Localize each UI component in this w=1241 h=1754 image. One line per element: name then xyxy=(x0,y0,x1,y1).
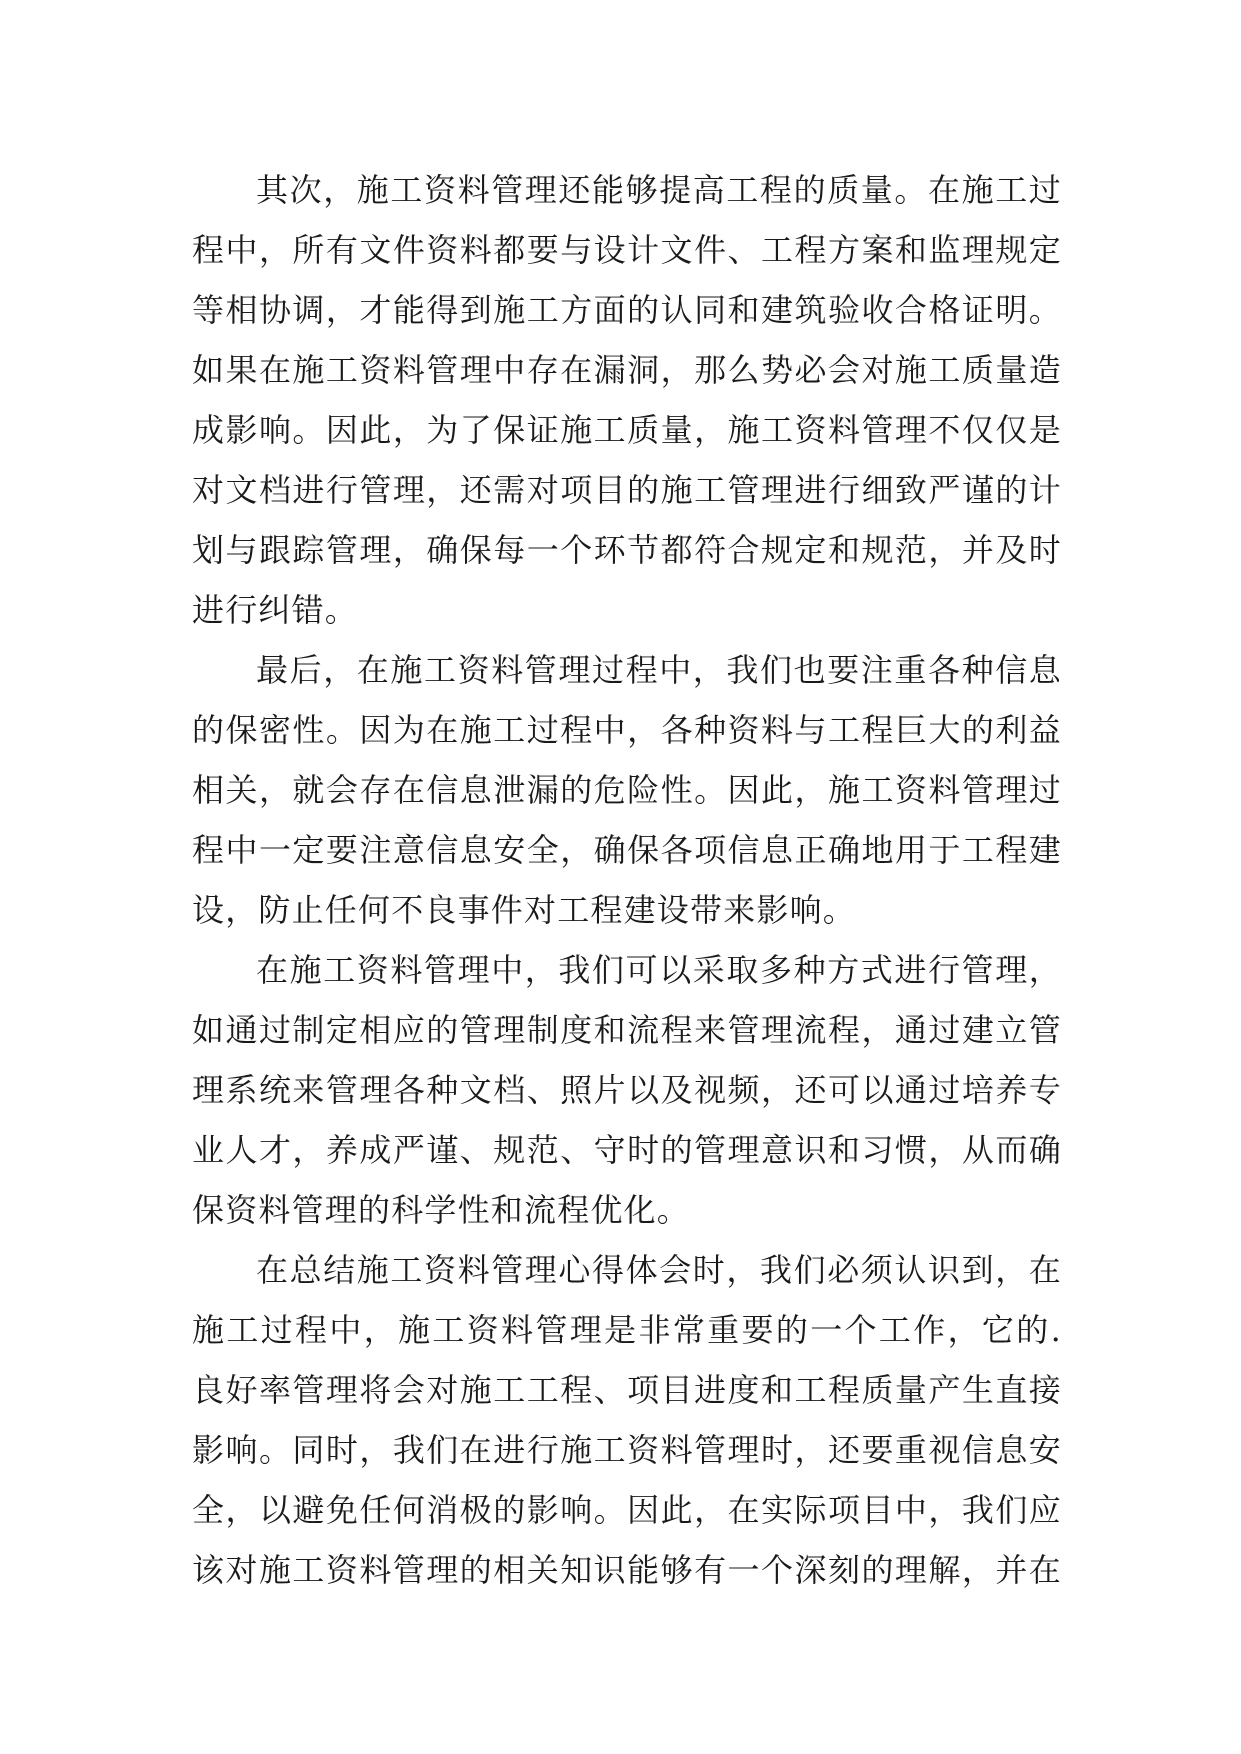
paragraph-1-line-4: 如果在施工资料管理中存在漏洞，那么势必会对施工质量造 xyxy=(192,351,1062,389)
paragraph-3-line-2: 如通过制定相应的管理制度和流程来管理流程，通过建立管 xyxy=(192,1011,1062,1049)
paragraph-4-line-6: 该对施工资料管理的相关知识能够有一个深刻的理解，并在 xyxy=(192,1551,1062,1589)
paragraph-1-line-2: 程中，所有文件资料都要与设计文件、工程方案和监理规定 xyxy=(192,231,1062,269)
paragraph-2-line-1: 最后，在施工资料管理过程中，我们也要注重各种信息 xyxy=(256,651,1062,689)
paragraph-2-line-5: 设，防止任何不良事件对工程建设带来影响。 xyxy=(192,891,857,929)
document-body xyxy=(192,160,1062,1600)
paragraph-3-line-4: 业人才，养成严谨、规范、守时的管理意识和习惯，从而确 xyxy=(192,1131,1062,1169)
paragraph-4-line-1: 在总结施工资料管理心得体会时，我们必须认识到，在 xyxy=(256,1251,1062,1289)
paragraph-1-line-7: 划与跟踪管理，确保每一个环节都符合规定和规范，并及时 xyxy=(192,531,1062,569)
paragraph-3-line-3: 理系统来管理各种文档、照片以及视频，还可以通过培养专 xyxy=(192,1071,1062,1109)
paragraph-1-line-3: 等相协调，才能得到施工方面的认同和建筑验收合格证明。 xyxy=(192,291,1062,329)
paragraph-1-line-5: 成影响。因此，为了保证施工质量，施工资料管理不仅仅是 xyxy=(192,411,1062,449)
paragraph-1-line-6: 对文档进行管理，还需对项目的施工管理进行细致严谨的计 xyxy=(192,471,1062,509)
paragraph-2-line-3: 相关，就会存在信息泄漏的危险性。因此，施工资料管理过 xyxy=(192,771,1062,809)
paragraph-3-line-1: 在施工资料管理中，我们可以采取多种方式进行管理， xyxy=(256,951,1062,989)
paragraph-4-line-5: 全，以避免任何消极的影响。因此，在实际项目中，我们应 xyxy=(192,1491,1062,1529)
paragraph-4-line-2: 施工过程中，施工资料管理是非常重要的一个工作，它的. xyxy=(192,1311,1062,1349)
paragraph-1-line-1: 其次，施工资料管理还能够提高工程的质量。在施工过 xyxy=(256,171,1062,209)
paragraph-2-line-2: 的保密性。因为在施工过程中，各种资料与工程巨大的利益 xyxy=(192,711,1062,749)
paragraph-3-line-5: 保资料管理的科学性和流程优化。 xyxy=(192,1191,691,1229)
paragraph-4-line-4: 影响。同时，我们在进行施工资料管理时，还要重视信息安 xyxy=(192,1431,1062,1469)
paragraph-2-line-4: 程中一定要注意信息安全，确保各项信息正确地用于工程建 xyxy=(192,831,1062,869)
paragraph-4-line-3: 良好率管理将会对施工工程、项目进度和工程质量产生直接 xyxy=(192,1371,1062,1409)
paragraph-1-line-8: 进行纠错。 xyxy=(192,591,359,629)
